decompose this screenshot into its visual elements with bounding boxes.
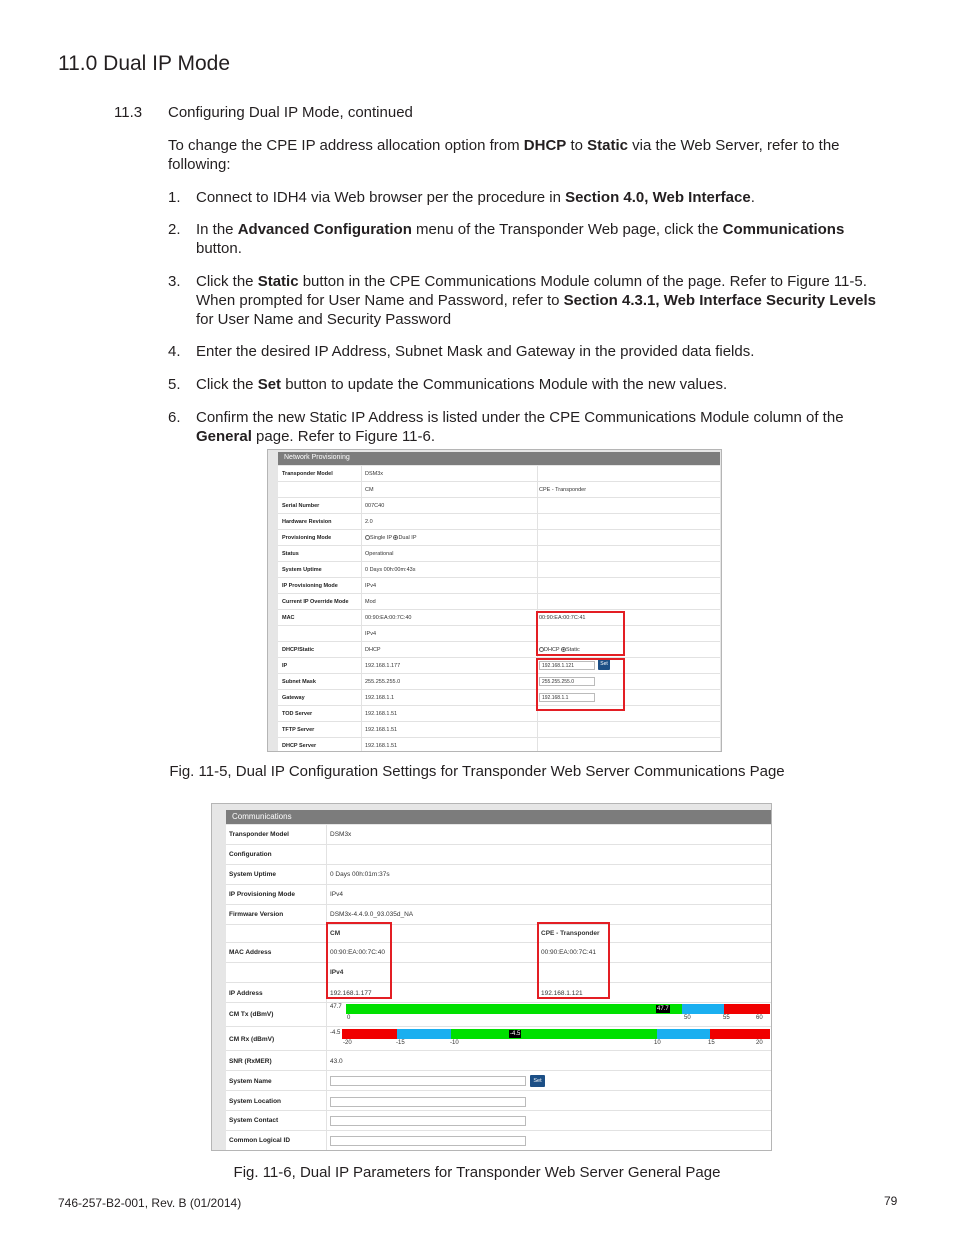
communications-header: Communications xyxy=(226,810,772,824)
page-heading: 11.0 Dual IP Mode xyxy=(58,52,230,75)
cm-tx-row: CM Tx (dBmV) 47.7 47.7 0 50 55 60 xyxy=(226,1003,772,1027)
highlight-box xyxy=(326,922,392,999)
table-row: Subnet Mask 255.255.255.0 255.255.255.0 xyxy=(278,674,720,690)
set-button[interactable]: Set xyxy=(598,659,610,670)
section-title: Configuring Dual IP Mode, continued xyxy=(168,104,413,121)
step-2 xyxy=(168,220,884,258)
gateway-input[interactable]: 192.168.1.1 xyxy=(539,693,595,702)
table-row: TFTP Server 192.168.1.51 xyxy=(278,722,720,738)
figure-11-6-screenshot xyxy=(211,803,772,1151)
table-row: Transponder Model DSM3x xyxy=(226,825,772,845)
table-row: System Name Set xyxy=(226,1071,772,1091)
step-number: 3. xyxy=(168,273,181,290)
table-row: IP Provisioning Mode IPv4 xyxy=(226,885,772,905)
section-number: 11.3 xyxy=(114,104,143,121)
system-contact-input[interactable] xyxy=(330,1116,526,1126)
table-row: IP Address 192.168.1.177 192.168.1.121 xyxy=(226,983,772,1003)
table-row: MAC 00:90:EA:00:7C:40 00:90:EA:00:7C:41 xyxy=(278,610,720,626)
network-provisioning-table xyxy=(278,466,720,752)
step-text: Enter the desired IP Address, Subnet Mask and Gateway in the provided data fields. xyxy=(196,343,755,360)
cm-rx-row: CM Rx (dBmV) -4.5 -4.5 -20 -15 -10 10 15 20 xyxy=(226,1027,772,1051)
step-number: 5. xyxy=(168,376,181,393)
cm-rx-value: -4.5 xyxy=(330,1030,341,1036)
subnet-mask-input[interactable]: 255.255.255.0 xyxy=(539,677,595,686)
table-row: System Uptime 0 Days 00h:01m:37s xyxy=(226,865,772,885)
network-provisioning-header: Network Provisioning xyxy=(278,452,720,465)
table-row: Configuration xyxy=(226,845,772,865)
table-row: Serial Number 007C40 xyxy=(278,498,720,514)
common-logical-id-input[interactable] xyxy=(330,1136,526,1146)
step-4 xyxy=(168,342,884,361)
section-heading xyxy=(114,104,413,121)
step-text: In the Advanced Configuration menu of the Transponder Web page, click the Communications button. xyxy=(196,221,845,257)
table-row: IPv4 xyxy=(278,626,720,642)
table-row: Transponder Model DSM3x xyxy=(278,466,720,482)
step-1 xyxy=(168,188,884,207)
step-number: 6. xyxy=(168,409,181,426)
step-5 xyxy=(168,375,884,394)
step-text: Connect to IDH4 via Web browser per the procedure in Section 4.0, Web Interface. xyxy=(196,189,755,206)
cm-rx-marker: -4.5 xyxy=(510,1031,521,1037)
figure-11-5-screenshot xyxy=(267,449,722,752)
intro-text: to xyxy=(566,137,588,154)
intro-text: To change the CPE IP address allocation option from xyxy=(168,137,524,154)
communications-table xyxy=(226,825,772,1151)
table-row: System Uptime 0 Days 00h:00m:43s xyxy=(278,562,720,578)
table-row: CM CPE - Transponder xyxy=(226,925,772,943)
table-row: IP 192.168.1.177 192.168.1.121 Set xyxy=(278,658,720,674)
table-row: Status Operational xyxy=(278,546,720,562)
cm-tx-gauge xyxy=(346,1004,770,1014)
intro-bold: DHCP xyxy=(523,137,567,154)
table-row: MAC Address 00:90:EA:00:7C:40 00:90:EA:00:7C:41 xyxy=(226,943,772,963)
table-row: Provisioning Mode Single IP Dual IP xyxy=(278,530,720,546)
intro-paragraph xyxy=(168,136,880,174)
highlight-box xyxy=(537,922,610,999)
intro-bold: Static xyxy=(587,137,629,154)
table-row: IP Provisioning Mode IPv4 xyxy=(278,578,720,594)
step-text: Click the Set button to update the Communications Module with the new values. xyxy=(196,376,728,393)
step-text: Confirm the new Static IP Address is listed under the CPE Communications Module column of the General page. Refer to Figure 11-6. xyxy=(196,409,844,445)
set-button[interactable]: Set xyxy=(530,1075,545,1087)
system-location-input[interactable] xyxy=(330,1097,526,1107)
step-3 xyxy=(168,272,884,329)
provisioning-mode-radios[interactable]: Single IP Dual IP xyxy=(365,535,417,541)
highlight-box xyxy=(536,658,625,711)
step-number: 2. xyxy=(168,221,181,238)
highlight-box xyxy=(536,611,625,656)
system-name-input[interactable] xyxy=(330,1076,526,1086)
figure-caption-11-6: Fig. 11-6, Dual IP Parameters for Transponder Web Server General Page xyxy=(233,1164,721,1181)
dhcp-static-radios[interactable]: DHCP Static xyxy=(539,647,580,653)
document-number: 746-257-B2-001, Rev. B (01/2014) xyxy=(58,1196,242,1210)
step-text: Click the Static button in the CPE Communications Module column of the page. Refer to Figure 11-5. When prompted for User Name and Password, refer to Section 4.3.1, Web Interface Security Levels for User Name and Security Password xyxy=(196,273,877,328)
step-number: 1. xyxy=(168,189,181,206)
intro-text: via the Web Server, refer to the following: xyxy=(168,137,840,173)
ip-input[interactable]: 192.168.1.121 xyxy=(539,661,595,670)
table-row: SNR (RxMER) 43.0 xyxy=(226,1051,772,1071)
table-row: Gateway 192.168.1.1 192.168.1.1 xyxy=(278,690,720,706)
step-number: 4. xyxy=(168,343,181,360)
table-row: CM CPE - Transponder xyxy=(278,482,720,498)
table-row: System Location xyxy=(226,1091,772,1111)
table-row: System Contact xyxy=(226,1111,772,1131)
table-row: DHCP Server 192.168.1.51 xyxy=(278,738,720,752)
table-row: TOD Server 192.168.1.51 xyxy=(278,706,720,722)
table-row: Current IP Override Mode Mod xyxy=(278,594,720,610)
cm-tx-marker: 47.7 xyxy=(657,1006,669,1012)
figure-caption-11-5: Fig. 11-5, Dual IP Configuration Settings for Transponder Web Server Communications Page xyxy=(169,763,785,780)
table-row: IPv4 xyxy=(226,963,772,983)
table-row: DHCP/Static DHCP DHCP Static xyxy=(278,642,720,658)
table-row: Hardware Revision 2.0 xyxy=(278,514,720,530)
table-row: Firmware Version DSM3x-4.4.9.0_93.035d_NA xyxy=(226,905,772,925)
page-number: 79 xyxy=(884,1194,898,1208)
table-row: Common Logical ID xyxy=(226,1131,772,1151)
cm-rx-gauge xyxy=(342,1029,770,1039)
cm-tx-value: 47.7 xyxy=(330,1004,342,1010)
step-6 xyxy=(168,408,884,446)
